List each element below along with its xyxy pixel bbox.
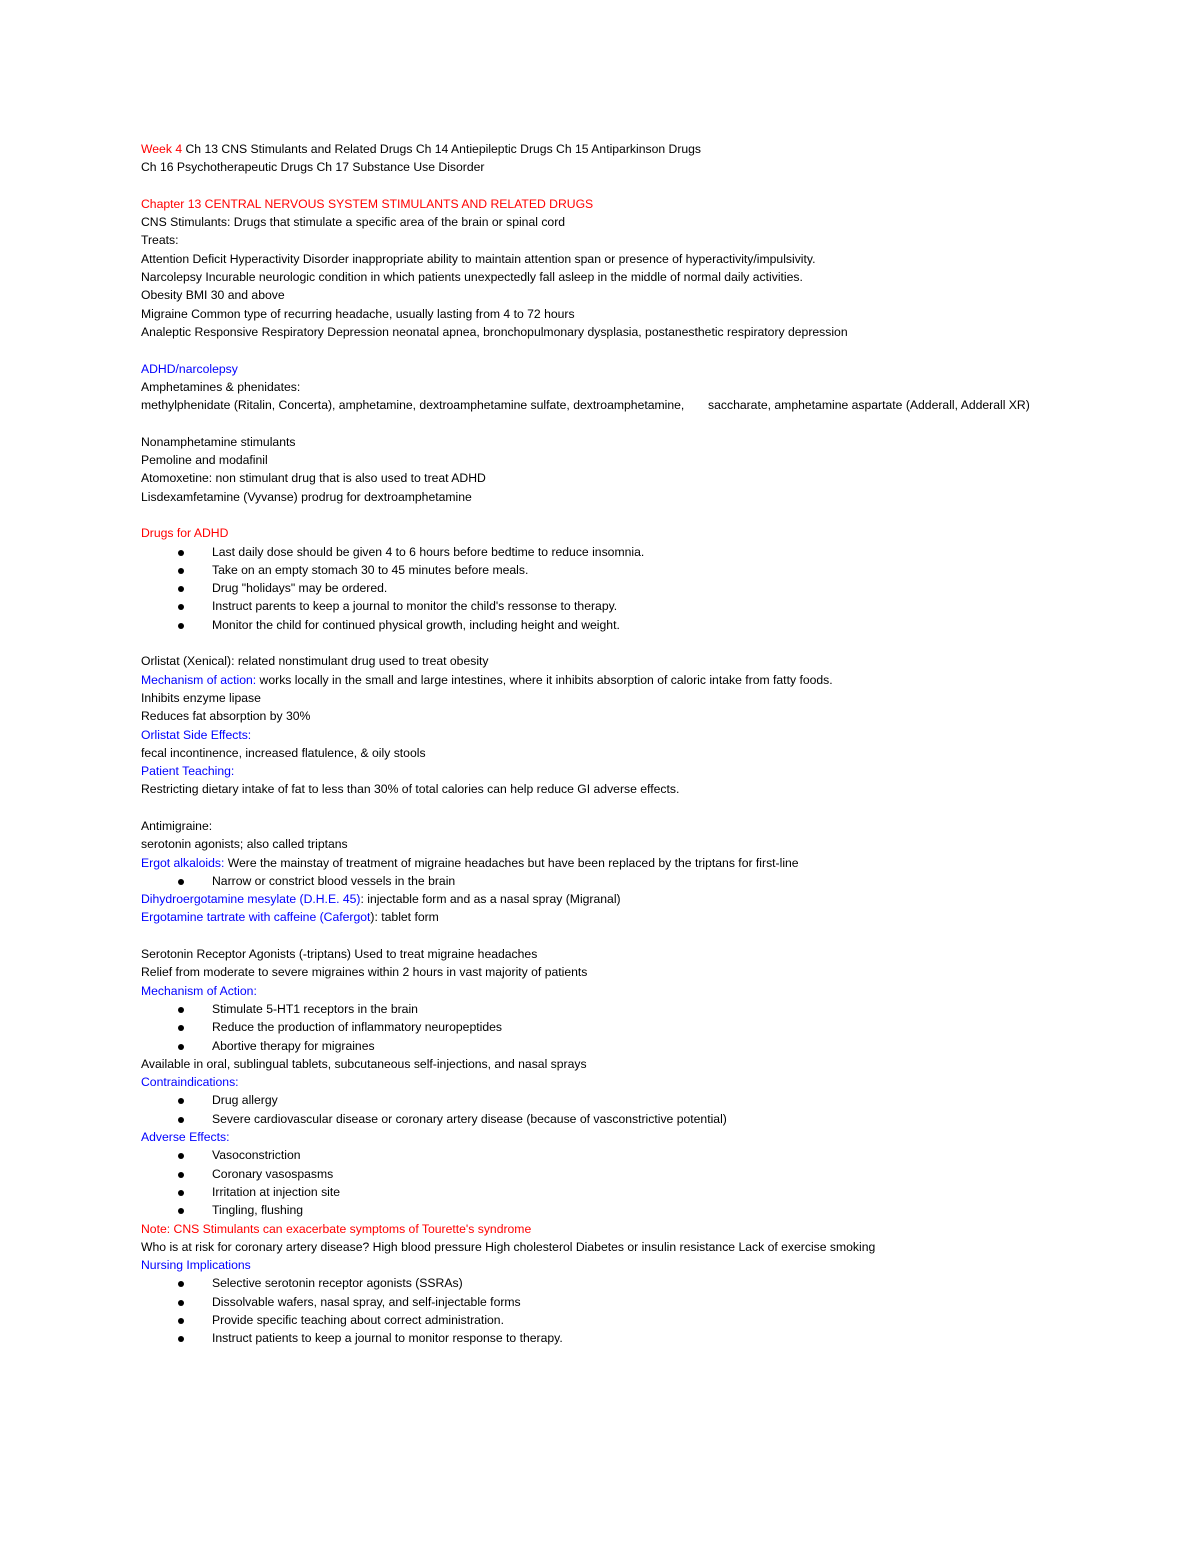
pemoline-line: Pemoline and modafinil: [141, 453, 268, 468]
bullet-icon: [178, 1208, 184, 1214]
list-item: Instruct patients to keep a journal to monitor response to therapy.: [141, 1329, 1101, 1347]
ergot-list: [141, 872, 1101, 890]
bullet-icon: [178, 1044, 184, 1050]
treats-label: Treats:: [141, 233, 179, 248]
adverse-effects-list: [141, 1146, 1101, 1219]
bullet-icon: [178, 1117, 184, 1123]
orlistat-mechanism: [141, 671, 1101, 689]
bullet-icon: [178, 1318, 184, 1324]
course-header-line-1: [141, 140, 1101, 158]
list-item: Monitor the child for continued physical growth, including height and weight.: [141, 616, 1101, 634]
triptans-intro: Serotonin Receptor Agonists (-triptans) Used to treat migraine headaches: [141, 947, 538, 962]
list-item: Drug "holidays" may be ordered.: [141, 579, 1101, 597]
migraine-definition: Migraine Common type of recurring headache, usually lasting from 4 to 72 hours: [141, 306, 575, 321]
list-item: Irritation at injection site: [141, 1183, 1101, 1201]
course-header-line-2: Ch 16 Psychotherapeutic Drugs Ch 17 Substance Use Disorder: [141, 160, 485, 175]
ergot-label: Ergot alkaloids:: [141, 855, 225, 870]
list-item: Take on an empty stomach 30 to 45 minutes before meals.: [141, 561, 1101, 579]
amphetamines-list: methylphenidate (Ritalin, Concerta), amphetamine, dextroamphetamine sulfate, dextroamphetamine, saccharate, amphetamine aspartate (Adderall, Adderall XR): [141, 398, 1030, 413]
tourette-note: Note: CNS Stimulants can exacerbate symptoms of Tourette's syndrome: [141, 1221, 532, 1236]
bullet-icon: [178, 586, 184, 592]
obesity-definition: Obesity BMI 30 and above: [141, 288, 285, 303]
list-item: Dissolvable wafers, nasal spray, and self-injectable forms: [141, 1293, 1101, 1311]
chapter-13-title: Chapter 13 CENTRAL NERVOUS SYSTEM STIMULANTS AND RELATED DRUGS: [141, 196, 594, 211]
bullet-icon: [178, 1281, 184, 1287]
list-item: Tingling, flushing: [141, 1201, 1101, 1219]
contraindications-list: [141, 1091, 1101, 1128]
bullet-icon: [178, 1153, 184, 1159]
list-item: Narrow or constrict blood vessels in the brain: [141, 872, 1101, 890]
patient-teaching-label: Patient Teaching:: [141, 764, 235, 779]
adverse-effects-label: Adverse Effects:: [141, 1130, 230, 1145]
bullet-icon: [178, 1025, 184, 1031]
bullet-icon: [178, 623, 184, 629]
lipase-line: Inhibits enzyme lipase: [141, 690, 261, 705]
analeptic-definition: Analeptic Responsive Respiratory Depression neonatal apnea, bronchopulmonary dysplasia, postanesthetic respiratory depression: [141, 324, 848, 339]
adhd-definition: Attention Deficit Hyperactivity Disorder inappropriate ability to maintain attention span or presence of hyperactivity/impulsivity.: [141, 251, 816, 266]
list-item: Reduce the production of inflammatory neuropeptides: [141, 1018, 1101, 1036]
dhe-label: Dihydroergotamine mesylate (D.H.E. 45): [141, 892, 361, 907]
bullet-icon: [178, 1336, 184, 1342]
nursing-implications-label: Nursing Implications: [141, 1258, 251, 1273]
orlistat-side-effects-text: fecal incontinence, increased flatulence, & oily stools: [141, 745, 426, 760]
narcolepsy-definition: Narcolepsy Incurable neurologic condition in which patients unexpectedly fall asleep in the middle of normal daily activities.: [141, 270, 803, 285]
nonamphetamine-heading: Nonamphetamine stimulants: [141, 434, 296, 449]
bullet-icon: [178, 1190, 184, 1196]
bullet-icon: [178, 550, 184, 556]
list-item: Instruct parents to keep a journal to monitor the child's ressonse to therapy.: [141, 597, 1101, 615]
cafergot-line: [141, 908, 1101, 926]
orlistat-intro: Orlistat (Xenical): related nonstimulant drug used to treat obesity: [141, 654, 489, 669]
antimigraine-heading: Antimigraine:: [141, 818, 213, 833]
list-item: Severe cardiovascular disease or coronary artery disease (because of vasconstrictive potential): [141, 1110, 1101, 1128]
bullet-icon: [178, 604, 184, 610]
nursing-implications-list: [141, 1274, 1101, 1347]
triptans-available: Available in oral, sublingual tablets, subcutaneous self-injections, and nasal sprays: [141, 1056, 587, 1071]
cafergot-label: Ergotamine tartrate with caffeine (Cafergot: [141, 910, 371, 925]
list-item: Last daily dose should be given 4 to 6 hours before bedtime to reduce insomnia.: [141, 543, 1101, 561]
list-item: Coronary vasospasms: [141, 1165, 1101, 1183]
list-item: Drug allergy: [141, 1091, 1101, 1109]
orlistat-side-effects-label: Orlistat Side Effects:: [141, 727, 252, 742]
ergot-alkaloids-line: [141, 854, 1101, 872]
contraindications-label: Contraindications:: [141, 1075, 239, 1090]
cad-risk-line: Who is at risk for coronary artery disease? High blood pressure High cholesterol Diabetes or insulin resistance Lack of exercise smoking: [141, 1239, 876, 1254]
chapter-list: Ch 13 CNS Stimulants and Related Drugs Ch 14 Antiepileptic Drugs Ch 15 Antiparkinson Drugs: [182, 142, 702, 156]
drugs-for-adhd-heading: Drugs for ADHD: [141, 526, 229, 541]
patient-teaching-text: Restricting dietary intake of fat to less than 30% of total calories can help reduce GI adverse effects.: [141, 782, 680, 797]
atomoxetine-line: Atomoxetine: non stimulant drug that is also used to treat ADHD: [141, 471, 486, 486]
cafergot-text: ): tablet form: [370, 910, 439, 925]
list-item: Abortive therapy for migraines: [141, 1037, 1101, 1055]
ergot-text: Were the mainstay of treatment of migraine headaches but have been replaced by the triptans for first-line: [224, 855, 799, 870]
triptans-relief: Relief from moderate to severe migraines within 2 hours in vast majority of patients: [141, 965, 588, 980]
triptans-mechanism-label: Mechanism of Action:: [141, 983, 257, 998]
week-label: Week 4: [141, 142, 183, 156]
bullet-icon: [178, 879, 184, 885]
bullet-icon: [178, 1007, 184, 1013]
triptans-mechanism-list: [141, 1000, 1101, 1055]
bullet-icon: [178, 1172, 184, 1178]
list-item: Stimulate 5-HT1 receptors in the brain: [141, 1000, 1101, 1018]
bullet-icon: [178, 568, 184, 574]
dhe-text: : injectable form and as a nasal spray (Migranal): [360, 892, 621, 907]
list-item: Provide specific teaching about correct administration.: [141, 1311, 1101, 1329]
amphetamines-heading: Amphetamines & phenidates:: [141, 379, 301, 394]
document-page: [141, 140, 1101, 1348]
serotonin-agonists-line: serotonin agonists; also called triptans: [141, 837, 348, 852]
cns-definition: CNS Stimulants: Drugs that stimulate a specific area of the brain or spinal cord: [141, 215, 566, 230]
bullet-icon: [178, 1300, 184, 1306]
mechanism-label: Mechanism of action:: [141, 672, 257, 687]
mechanism-text: works locally in the small and large intestines, where it inhibits absorption of caloric intake from fatty foods.: [256, 672, 833, 687]
list-item: Vasoconstriction: [141, 1146, 1101, 1164]
dhe-line: [141, 890, 1101, 908]
adhd-narcolepsy-heading: ADHD/narcolepsy: [141, 361, 238, 376]
list-item: Selective serotonin receptor agonists (SSRAs): [141, 1274, 1101, 1292]
bullet-icon: [178, 1098, 184, 1104]
drugs-for-adhd-list: [141, 543, 1101, 634]
lisdexamfetamine-line: Lisdexamfetamine (Vyvanse) prodrug for dextroamphetamine: [141, 489, 472, 504]
fat-absorption-line: Reduces fat absorption by 30%: [141, 709, 311, 724]
